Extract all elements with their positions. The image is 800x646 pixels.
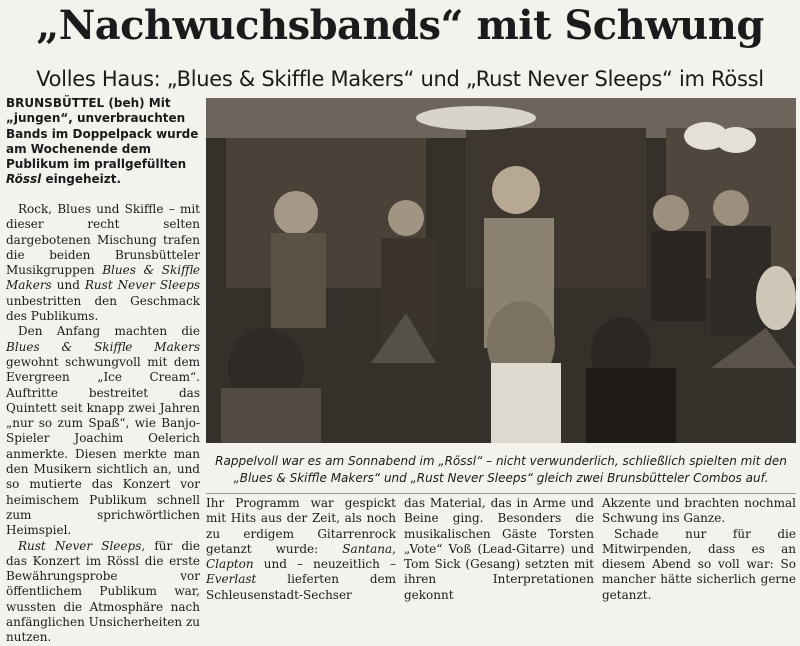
band-name: Blues & Skiffle Makers — [6, 263, 200, 293]
col2-paragraph — [206, 496, 396, 603]
artists: Santana, Clapton — [206, 541, 396, 572]
band-name: Rust Never Sleeps — [18, 538, 142, 553]
paragraph-1 — [6, 202, 200, 324]
dateline: BRUNSBÜTTEL (beh) — [6, 96, 145, 110]
p1-text: und — [51, 278, 85, 293]
col2-text: lieferten dem Schleusenstadt-Sechser — [206, 572, 396, 602]
lead-text-b: eingeheizt. — [41, 172, 122, 187]
concert-photo-illustration — [206, 98, 796, 443]
p3-text: , für die das Konzert im Rössl die erste Bewährungsprobe vor öffentlichem Publikum war, wussten die Atmosphäre nach anfänglichen Unsicherheiten zu nutzen. — [6, 538, 200, 645]
col3-paragraph: das Material, das in Arme und Beine ging. Besonders die musikalischen Gäste Torsten „Vote“ Voß (Lead-Gitarre) und Tom Sick (Gesang) setzten mit ihren Interpretationen gekonnt — [404, 496, 594, 602]
lead-text-a: Mit „jungen“, unverbrauchten Bands im Doppelpack wurde am Wochenende dem Publikum im prallgefüllten — [6, 96, 199, 172]
p1-text: unbestritten den Geschmack des Publikums. — [6, 293, 200, 324]
subheadline: Volles Haus: „Blues & Skiffle Makers“ und „Rust Never Sleeps“ im Rössl — [36, 67, 764, 91]
band-name: Blues & Skiffle Makers — [6, 339, 200, 354]
col2-text: Ihr Programm war gespickt mit Hits aus der Zeit, als noch zu erdigem Gitarrenrock getanzt wurde: — [206, 496, 396, 556]
caption-rule — [206, 493, 796, 494]
p2-text: Den Anfang machten die — [18, 324, 200, 339]
col4-paragraph-1: Akzente und brachten nochmal Schwung ins Ganze. — [602, 496, 796, 526]
article-column-3 — [404, 496, 594, 603]
article-column-1 — [6, 202, 200, 646]
article-column-4 — [602, 496, 796, 603]
artists: Everlast — [206, 572, 257, 587]
lead-place: Rössl — [6, 172, 42, 187]
col4-paragraph-2: Schade nur für die Mitwirpenden, dass es an diesem Abend so voll war: So mancher hätte sicherlich gerne getanzt. — [602, 526, 796, 602]
article-column-2 — [206, 496, 396, 603]
band-name: Rust Never Sleeps — [84, 278, 200, 293]
photo-caption: Rappelvoll war es am Sonnabend im „Rössl“ – nicht verwunderlich, schließlich spielten mit den „Blues & Skiffle Makers“ und „Rust Never Sleeps“ gleich zwei Brunsbütteler Combos auf. — [215, 454, 787, 485]
paragraph-2 — [6, 324, 200, 538]
p2-text: gewohnt schwungvoll mit dem Evergreen „Ice Cream“. Auftritte bestreitet das Quintett seit knapp zwei Jahren „nur so zum Spaß“, wie Banjo-Spieler Joachim Oelerich anmerkte. Diesen merkte man den Musikern sichtlich an, und so mutierte das Konzert vor heimischem Publikum schnell zum sprichwörtlichen Heimspiel. — [6, 354, 200, 538]
lead-paragraph — [6, 96, 200, 188]
headline: „Nachwuchsbands“ mit Schwung — [36, 2, 764, 49]
p1-text: Rock, Blues und Skiffle – mit dieser recht selten dargebotenen Mischung trafen die beiden Brunsbütteler Musikgruppen — [6, 202, 200, 278]
paragraph-3 — [6, 539, 200, 646]
concert-photo — [206, 98, 796, 443]
col2-text: und – neuzeitlich – — [253, 557, 396, 572]
